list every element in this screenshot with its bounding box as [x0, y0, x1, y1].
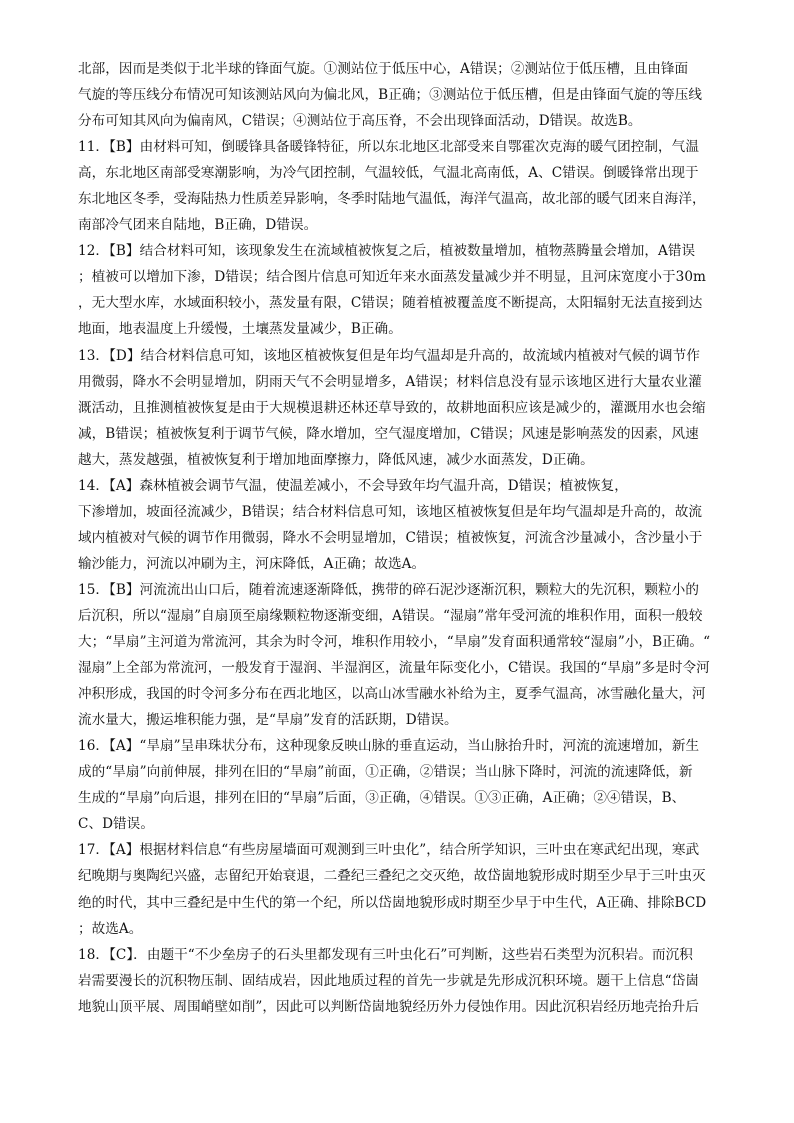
- line-16: 越大，蒸发越强，植被恢复利于增加地面摩擦力，降低风速，减少水面蒸发，D正确。: [78, 451, 594, 468]
- line-10: ，无大型水库，水域面积较小，蒸发量有限，C错误；随着植被覆盖度不断提高，太阳辐射无法直接到达: [78, 295, 703, 312]
- line-8: 12．【B】结合材料可知，该现象发生在流域植被恢复之后，植被数量增加，植物蒸腾量会增加，A错误: [78, 243, 696, 260]
- line-11: 地面，地表温度上升缓慢，土壤蒸发量减少，B正确。: [78, 321, 402, 338]
- line-27: 16．【A】“旱扇”呈串珠状分布，这种现象反映山脉的垂直运动，当山脉抬升时，河流的流速增加，新生: [78, 738, 700, 755]
- line-4: 11．【B】由材料可知，倒暖锋具备暖锋特征，所以东北地区北部受来自鄂霍次克海的暖气团控制，气温: [78, 139, 699, 156]
- line-23: 大；“旱扇”主河道为常流河，其余为时令河，堆积作用较小，“旱扇”发育面积通常较“湿扇”小，B正确。“: [78, 634, 711, 651]
- line-21: 15．【B】河流流出山口后，随着流速逐渐降低，携带的碎石泥沙逐渐沉积，颗粒大的先沉积，颗粒小的: [78, 581, 699, 598]
- line-17: 14．【A】森林植被会调节气温，使温差减小，不会导致年均气温升高，D错误；植被恢复，: [78, 477, 628, 494]
- line-2: 气旋的等压线分布情况可知该测站风向为偏北风，B正确；③测站位于低压槽，但是由锋面气旋的等压线: [78, 87, 703, 104]
- line-6: 东北地区冬季，受海陆热力性质差异影响，冬季时陆地气温低，海洋气温高，故北部的暖气团来自海洋，: [78, 191, 706, 208]
- line-36: 岩需要漫长的沉积物压制、固结成岩，因此地质过程的首先一步就是先形成沉积环境。题干上信息“岱崮: [78, 972, 699, 989]
- line-32: 纪晚期与奥陶纪兴盛，志留纪开始衰退，二叠纪三叠纪之交灭绝，故岱崮地貌形成时期至少早于三叶虫灭: [78, 868, 706, 885]
- line-26: 流水量大，搬运堆积能力强，是“旱扇”发育的活跃期，D错误。: [78, 712, 458, 729]
- line-35: 18．【C】．由题干“不少垒房子的石头里都发现有三叶虫化石”可判断，这些岩石类型为沉积岩。而沉积: [78, 946, 693, 963]
- line-12: 13．【D】结合材料信息可知，该地区植被恢复但是年均气温却是升高的，故流域内植被对气候的调节作: [78, 347, 700, 364]
- line-13: 用微弱，降水不会明显增加，阴雨天气不会明显增多，A错误；材料信息没有显示该地区进行大量农业灌: [78, 373, 702, 390]
- line-22: 后沉积，所以“湿扇”自扇顶至扇缘颗粒物逐渐变细，A错误。“湿扇”常年受河流的堆积作用，面积一般较: [78, 607, 703, 624]
- line-30: C、D错误。: [78, 816, 154, 833]
- line-24: 湿扇”上全部为常流河，一般发育于湿润、半湿润区，流量年际变化小，C错误。我国的“旱扇”多是时令河: [78, 660, 710, 677]
- line-1: 北部，因而是类似于北半球的锋面气旋。①测站位于低压中心，A错误；②测站位于低压槽，且由锋面: [78, 61, 689, 77]
- line-15: 减，B错误；植被恢复利于调节气候，降水增加，空气湿度增加，C错误；风速是影响蒸发的因素，风速: [78, 425, 699, 442]
- line-9: ；植被可以增加下渗，D错误；结合图片信息可知近年来水面蒸发量减少并不明显，且河床宽度小于30m: [78, 269, 706, 286]
- line-7: 南部冷气团来自陆地，B正确，D错误。: [78, 217, 318, 234]
- line-5: 高，东北地区南部受寒潮影响，为冷气团控制，气温较低，气温北高南低，A、C错误。倒暖锋常出现于: [78, 165, 699, 182]
- line-3: 分布可知其风向为偏南风，C错误；④测站位于高压脊，不会出现锋面活动，D错误。故选B。: [78, 113, 642, 130]
- line-34: ；故选A。: [78, 920, 143, 937]
- line-14: 溉活动，且推测植被恢复是由于大规模退耕还林还草导致的，故耕地面积应该是减少的，灌溉用水也会缩: [78, 399, 706, 416]
- line-33: 绝的时代，其中三叠纪是中生代的第一个纪，所以岱崮地貌形成时期至少早于中生代，A正确、排除BCD: [78, 894, 707, 911]
- line-37: 地貌山顶平展、周围峭壁如削”，因此可以判断岱崮地貌经历外力侵蚀作用。因此沉积岩经历地壳抬升后: [78, 998, 699, 1015]
- line-29: 生成的“旱扇”向后退，排列在旧的“旱扇”后面，③正确，④错误。①③正确，A正确；②④错误，B、: [78, 790, 686, 807]
- line-19: 域内植被对气候的调节作用微弱，降水不会明显增加，C错误；植被恢复，河流含沙量减小，含沙量小于: [78, 529, 703, 546]
- line-28: 成的“旱扇”向前伸展，排列在旧的“旱扇”前面，①正确，②错误；当山脉下降时，河流的流速降低，新: [78, 764, 693, 781]
- line-20: 输沙能力，河流以冲刷为主，河床降低，A正确；故选A。: [78, 555, 426, 572]
- line-18: 下渗增加，坡面径流减少，B错误；结合材料信息可知，该地区植被恢复但是年均气温却是升高的，故流: [78, 503, 703, 520]
- line-25: 冲积形成，我国的时令河多分布在西北地区，以高山冰雪融水补给为主，夏季气温高，冰雪融化量大，河: [78, 686, 706, 703]
- line-31: 17．【A】根据材料信息“有些房屋墙面可观测到三叶虫化”，结合所学知识，三叶虫在寒武纪出现，寒武: [78, 842, 700, 859]
